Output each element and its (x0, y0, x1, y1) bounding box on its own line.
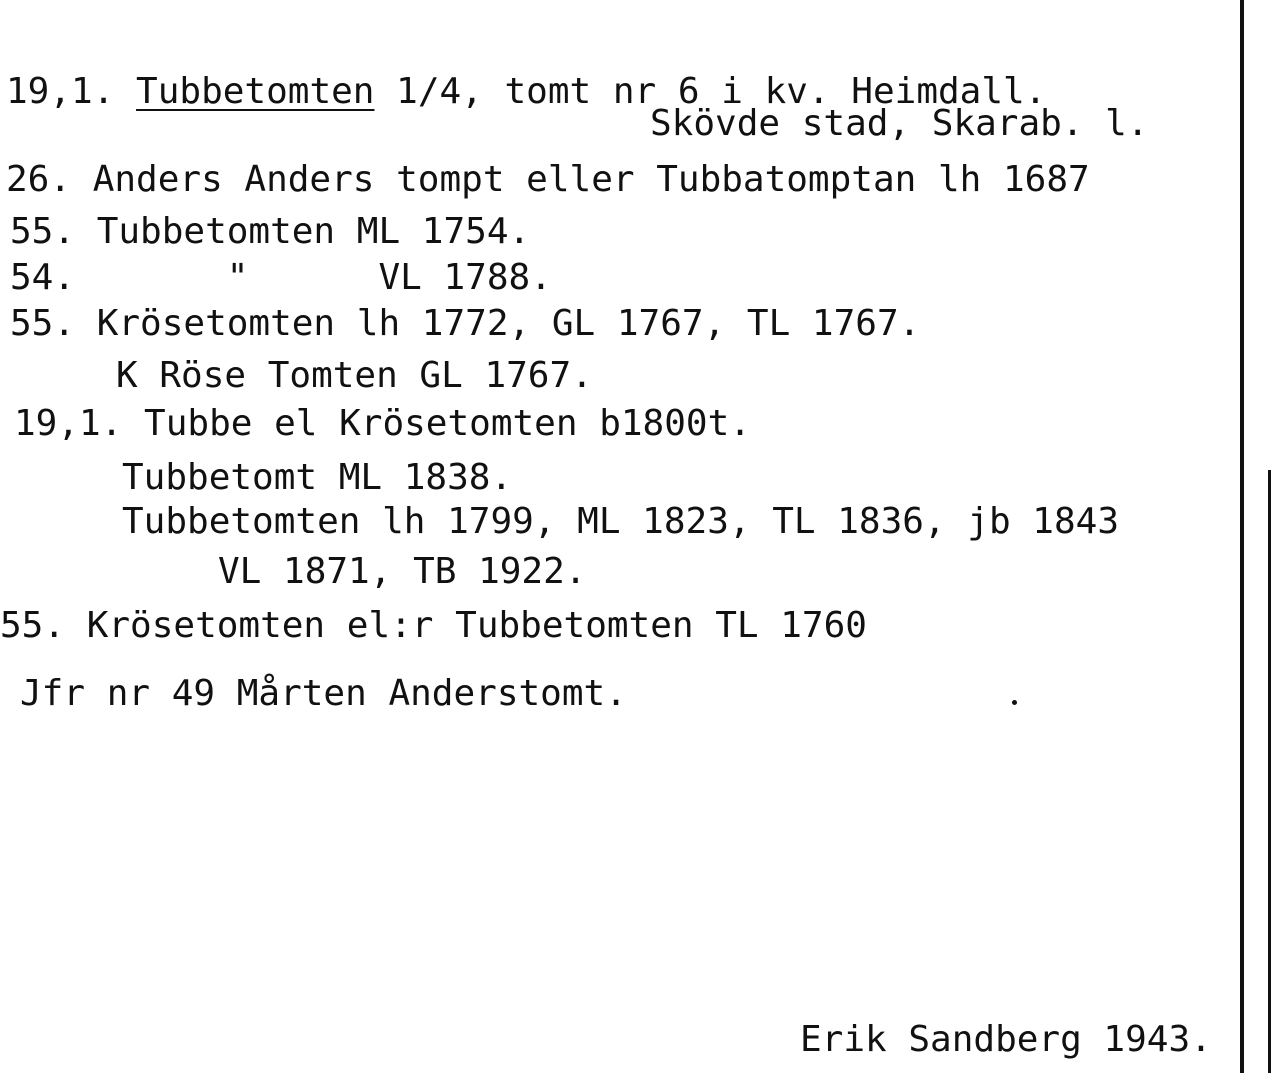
entry-line-2: Skövde stad, Skarab. l. (650, 103, 1149, 144)
card-edge-line (1240, 0, 1244, 1073)
ink-dot (1012, 700, 1017, 705)
entry-line-3: 26. Anders Anders tompt eller Tubbatomptan lh 1687 (6, 159, 1090, 200)
card-edge-line-lower (1268, 470, 1271, 1073)
entry-prefix: 19,1. (6, 71, 137, 112)
entry-line-7: K Röse Tomten GL 1767. (116, 355, 593, 396)
entry-line-8: 19,1. Tubbe el Krösetomten b1800t. (14, 403, 751, 444)
entry-rest: 1/4, tomt nr 6 i kv. Heimdall. (374, 71, 1047, 112)
entry-title: Tubbetomten (136, 71, 375, 112)
entry-line-13: Jfr nr 49 Mårten Anderstomt. (20, 673, 627, 714)
entry-line-9: Tubbetomt ML 1838. (122, 457, 513, 498)
entry-line-5: 54. " VL 1788. (10, 257, 552, 298)
signature: Erik Sandberg 1943. (800, 1019, 1212, 1060)
entry-line-4: 55. Tubbetomten ML 1754. (10, 211, 531, 252)
entry-line-10: Tubbetomten lh 1799, ML 1823, TL 1836, jb 1843 (122, 501, 1119, 542)
entry-line-6: 55. Krösetomten lh 1772, GL 1767, TL 1767. (10, 303, 921, 344)
entry-line-12: 55. Krösetomten el:r Tubbetomten TL 1760 (0, 605, 867, 646)
entry-line-11: VL 1871, TB 1922. (218, 551, 587, 592)
